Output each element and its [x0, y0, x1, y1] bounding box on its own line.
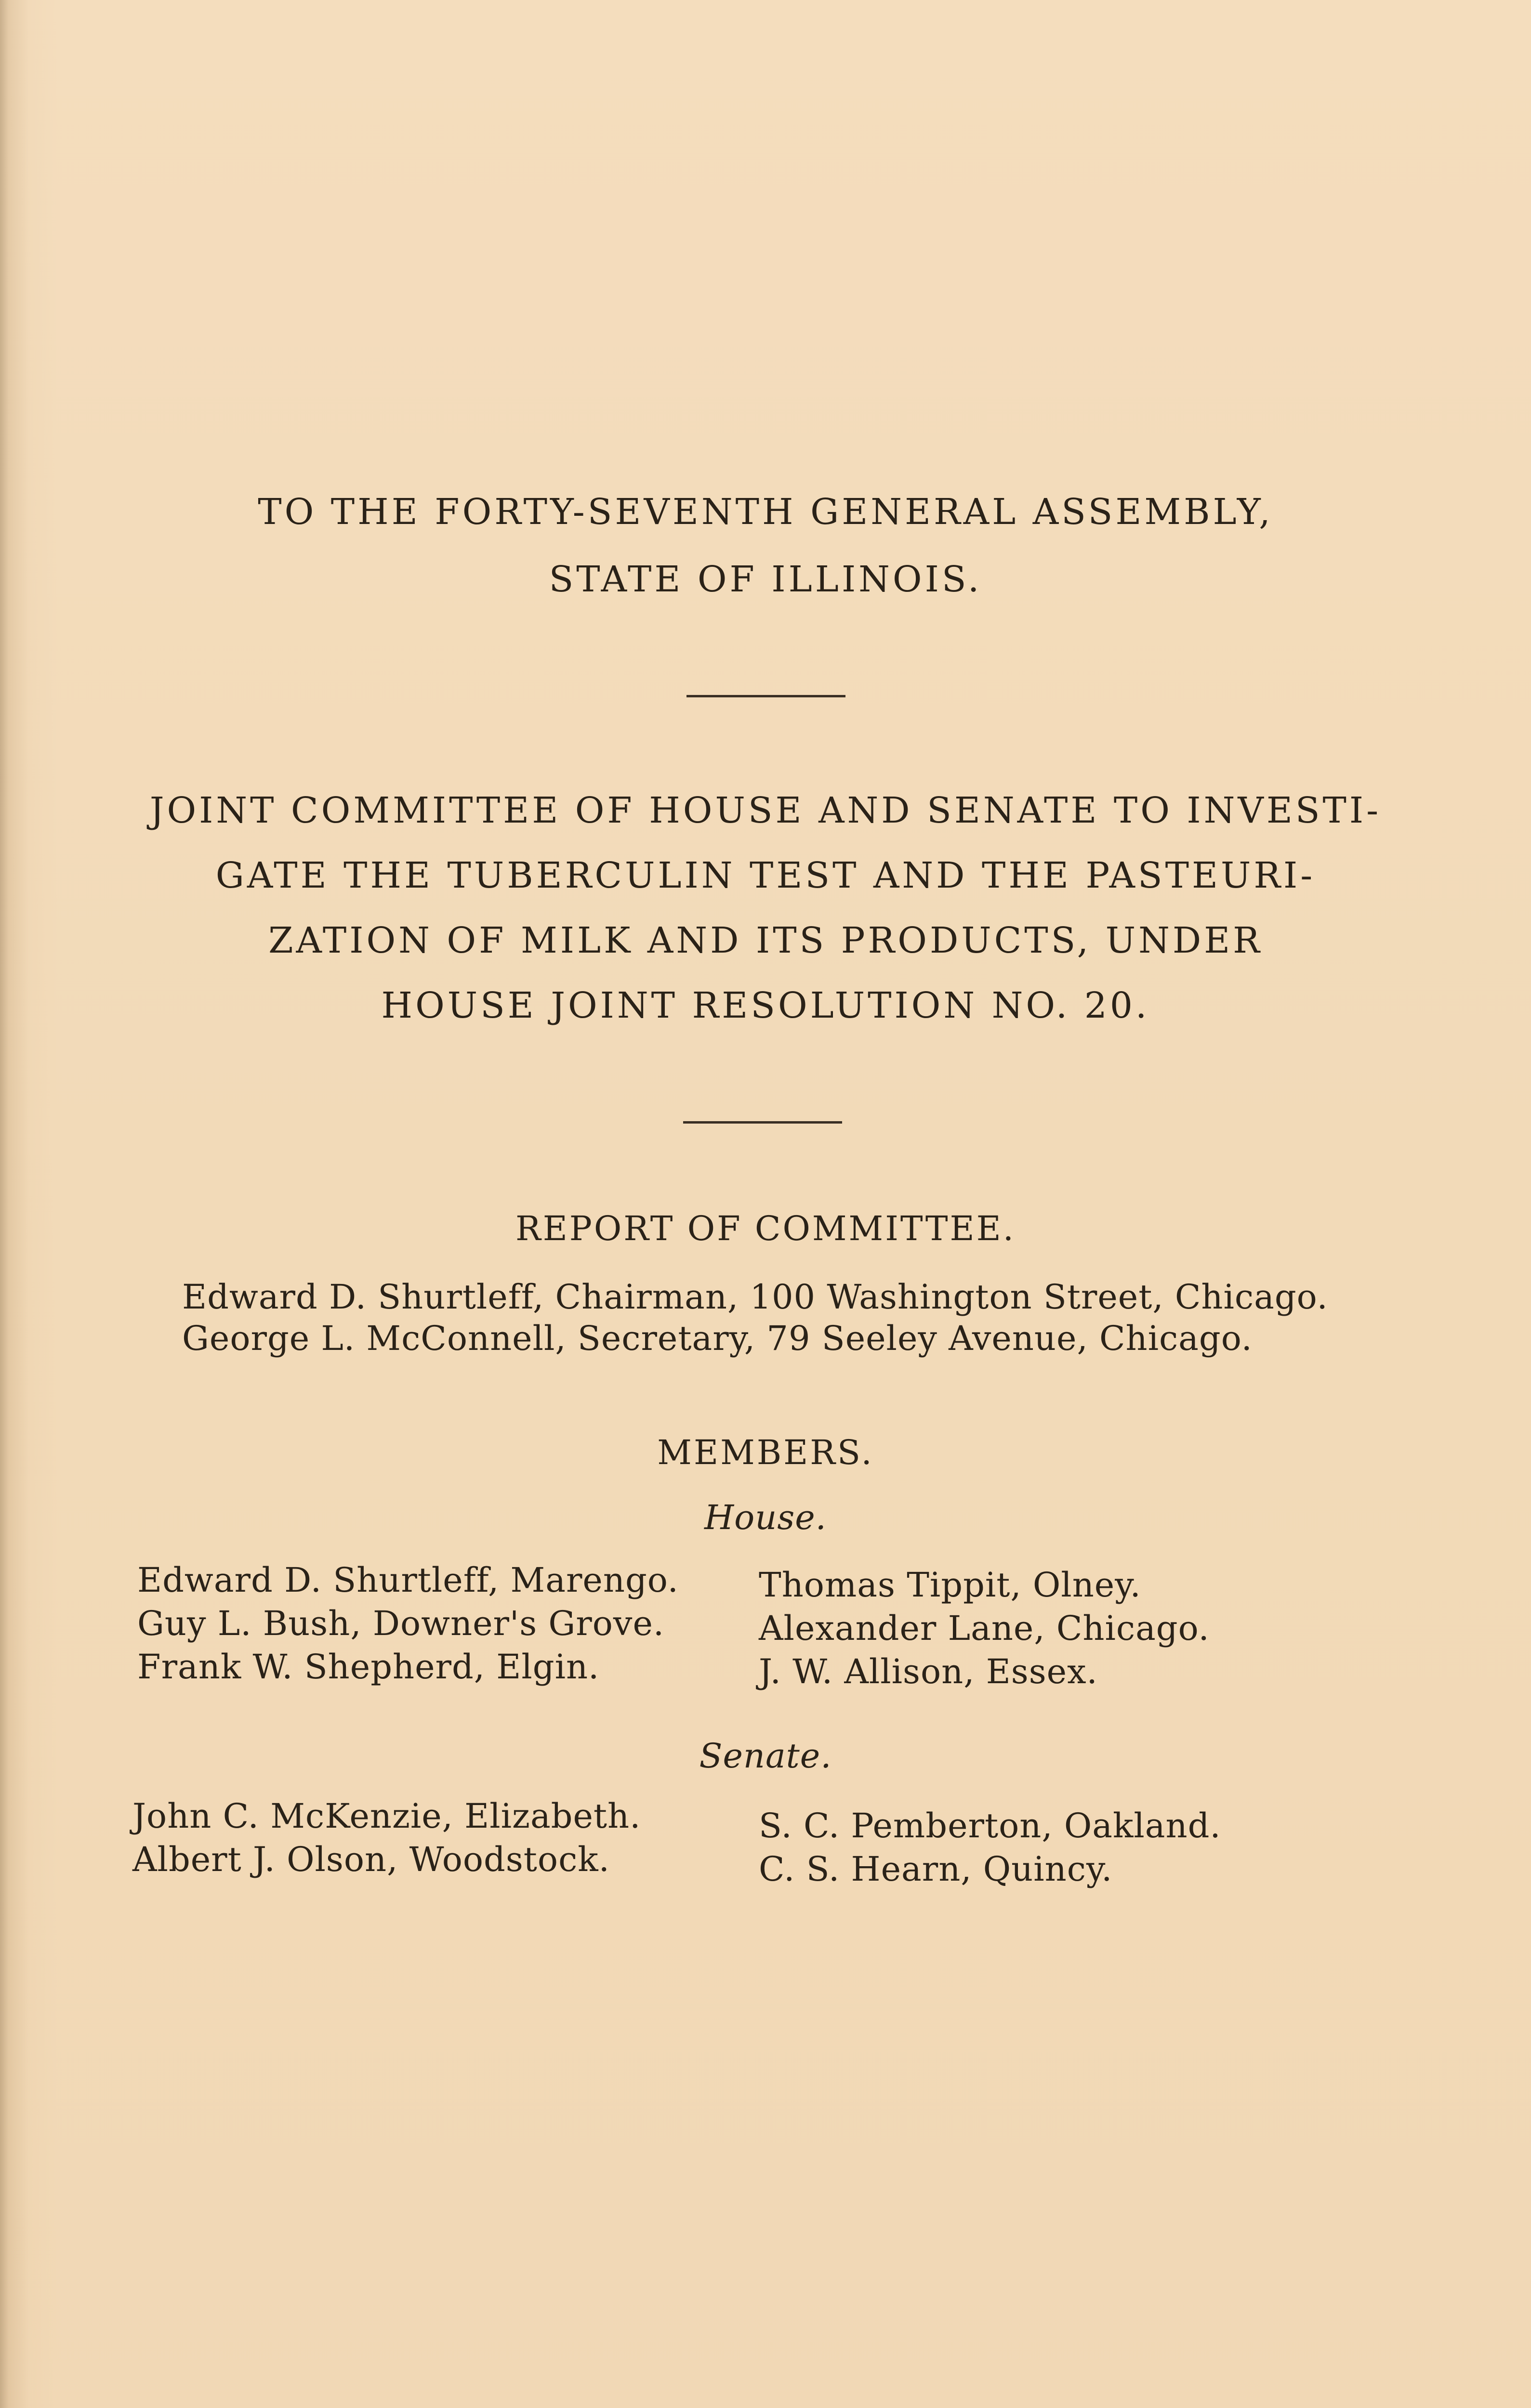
house-member-right-1: Thomas Tippit, Olney.	[759, 1565, 1141, 1605]
committee-title-line1: JOINT COMMITTEE OF HOUSE AND SENATE TO INVESTI-	[149, 790, 1382, 831]
senate-member-right-2: C. S. Hearn, Quincy.	[759, 1849, 1113, 1889]
house-label: House.	[704, 1498, 827, 1537]
senate-member-right-1: S. C. Pemberton, Oakland.	[759, 1806, 1221, 1845]
divider-rule-2	[683, 1121, 842, 1124]
house-member-right-3: J. W. Allison, Essex.	[759, 1652, 1098, 1691]
secretary-line: George L. McConnell, Secretary, 79 Seeley Avenue, Chicago.	[182, 1319, 1253, 1358]
house-member-right-2: Alexander Lane, Chicago.	[759, 1609, 1210, 1648]
house-member-left-3: Frank W. Shepherd, Elgin.	[137, 1647, 600, 1687]
assembly-heading-line2: STATE OF ILLINOIS.	[549, 559, 982, 600]
house-member-left-2: Guy L. Bush, Downer's Grove.	[137, 1604, 665, 1643]
divider-rule-1	[686, 695, 845, 697]
assembly-heading-line1: TO THE FORTY-SEVENTH GENERAL ASSEMBLY,	[258, 491, 1273, 533]
senate-member-left-2: Albert J. Olson, Woodstock.	[132, 1840, 610, 1879]
senate-member-left-1: John C. McKenzie, Elizabeth.	[132, 1796, 641, 1836]
committee-title-line4: HOUSE JOINT RESOLUTION NO. 20.	[381, 985, 1150, 1026]
committee-title-line3: ZATION OF MILK AND ITS PRODUCTS, UNDER	[268, 920, 1263, 961]
senate-label: Senate.	[699, 1736, 832, 1776]
house-member-left-1: Edward D. Shurtleff, Marengo.	[137, 1560, 679, 1600]
members-title: MEMBERS.	[657, 1433, 874, 1472]
chairman-line: Edward D. Shurtleff, Chairman, 100 Washington Street, Chicago.	[182, 1277, 1328, 1317]
report-title: REPORT OF COMMITTEE.	[515, 1209, 1016, 1248]
committee-title-line2: GATE THE TUBERCULIN TEST AND THE PASTEURI-	[215, 855, 1316, 896]
